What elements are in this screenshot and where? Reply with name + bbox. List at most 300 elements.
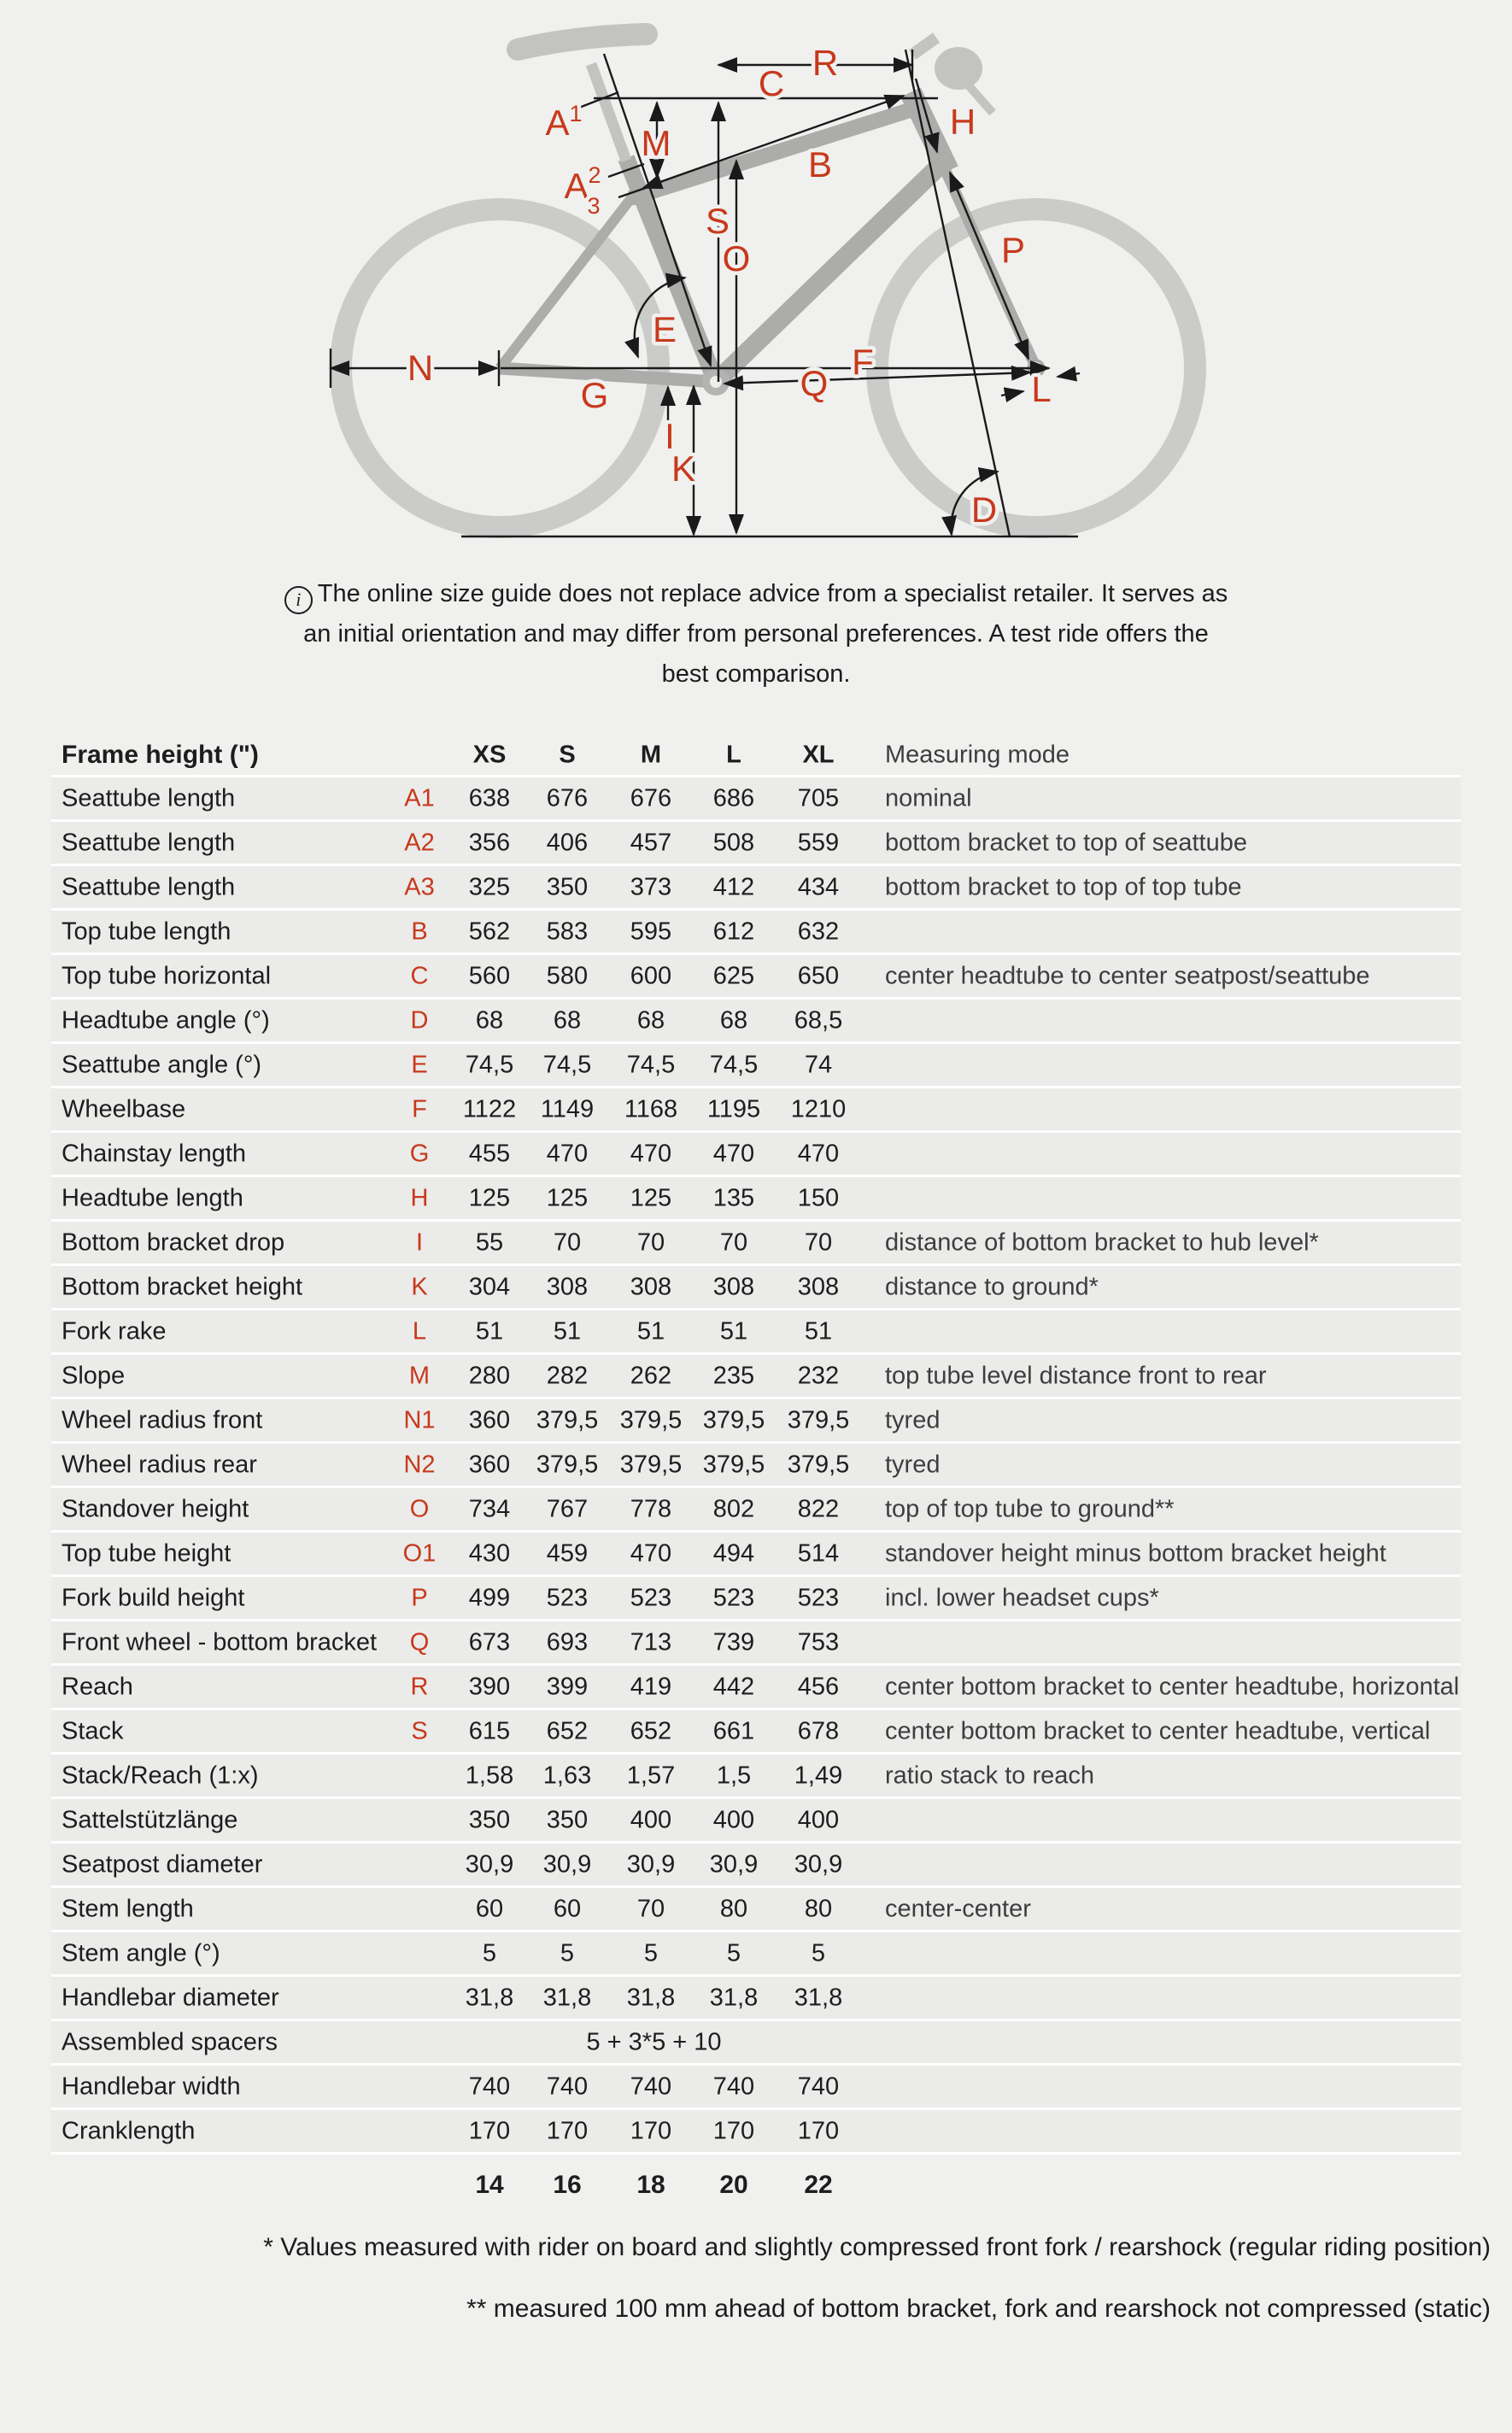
table-row <box>51 1755 1461 1799</box>
row-value: 739 <box>712 1628 755 1656</box>
row-label: Stack/Reach (1:x) <box>62 1762 259 1789</box>
table-row <box>51 1621 1461 1666</box>
row-measuring-mode: bottom bracket to top of seattube <box>885 829 1247 856</box>
table-row <box>51 1088 1461 1133</box>
row-value: 74,5 <box>542 1051 592 1078</box>
row-letter: Q <box>409 1628 430 1656</box>
row-value: 822 <box>797 1495 840 1522</box>
info-icon: i <box>284 586 313 614</box>
label-l: L <box>1031 369 1052 409</box>
row-value: 713 <box>630 1628 672 1656</box>
row-value: 308 <box>630 1273 672 1300</box>
table-header-size-l: L <box>726 741 741 768</box>
label-h: H <box>949 102 976 142</box>
row-value: 51 <box>636 1317 665 1345</box>
row-value: 235 <box>712 1362 755 1389</box>
row-value: 356 <box>468 829 511 856</box>
row-measuring-mode: center-center <box>885 1895 1031 1922</box>
row-value: 523 <box>797 1584 840 1611</box>
row-measuring-mode: nominal <box>885 784 972 812</box>
row-letter: M <box>408 1362 431 1389</box>
row-value: 280 <box>468 1362 511 1389</box>
row-value: 379,5 <box>619 1451 683 1478</box>
row-letter: C <box>410 962 429 989</box>
row-value: 30,9 <box>465 1850 514 1878</box>
row-measuring-mode: distance of bottom bracket to hub level* <box>885 1228 1319 1256</box>
row-value: 350 <box>546 1806 589 1833</box>
saddle <box>518 34 647 50</box>
inch-size-value: 20 <box>719 2171 748 2199</box>
row-value: 434 <box>797 873 840 900</box>
row-label: Headtube length <box>62 1184 243 1211</box>
row-value: 74,5 <box>465 1051 514 1078</box>
row-value: 740 <box>712 2072 755 2100</box>
table-row <box>51 1844 1461 1888</box>
table-row <box>51 1932 1461 1977</box>
row-value: 523 <box>630 1584 672 1611</box>
row-label: Sattelstützlänge <box>62 1806 238 1833</box>
row-value: 31,8 <box>709 1984 759 2011</box>
row-value: 1210 <box>790 1095 847 1123</box>
row-value: 379,5 <box>536 1406 599 1433</box>
table-row <box>51 1533 1461 1577</box>
row-value: 379,5 <box>536 1451 599 1478</box>
table-body <box>51 775 1461 2155</box>
row-value: 51 <box>804 1317 833 1345</box>
row-value: 379,5 <box>702 1451 765 1478</box>
row-measuring-mode: standover height minus bottom bracket height <box>885 1539 1386 1567</box>
row-value: 30,9 <box>626 1850 676 1878</box>
row-label: Stem angle (°) <box>62 1939 220 1967</box>
row-value: 457 <box>630 829 672 856</box>
row-letter: O <box>409 1495 430 1522</box>
row-measuring-mode: top tube level distance front to rear <box>885 1362 1267 1389</box>
footnote-double-star: ** measured 100 mm ahead of bottom bracket, fork and rearshock not compressed (static) <box>466 2295 1491 2323</box>
row-value: 802 <box>712 1495 755 1522</box>
row-value: 559 <box>797 829 840 856</box>
row-value: 80 <box>804 1895 833 1922</box>
row-value: 30,9 <box>794 1850 843 1878</box>
row-value: 360 <box>468 1451 511 1478</box>
row-value: 470 <box>797 1140 840 1167</box>
label-n: N <box>407 348 434 388</box>
table-row <box>51 1444 1461 1488</box>
row-value: 652 <box>630 1717 672 1744</box>
row-measuring-mode: center headtube to center seatpost/seattube <box>885 962 1370 989</box>
label-i: I <box>665 416 675 456</box>
row-value: 583 <box>546 918 589 945</box>
label-f: F <box>852 342 874 382</box>
table-row <box>51 1133 1461 1177</box>
row-value: 125 <box>630 1184 672 1211</box>
row-value: 68 <box>719 1006 748 1034</box>
row-value: 560 <box>468 962 511 989</box>
table-row <box>51 822 1461 866</box>
row-value: 68 <box>636 1006 665 1034</box>
row-value: 5 <box>726 1939 741 1967</box>
table-row <box>51 1977 1461 2021</box>
row-measuring-mode: tyred <box>885 1406 941 1433</box>
table-row <box>51 955 1461 1000</box>
row-label: Seattube length <box>62 829 236 856</box>
row-value: 470 <box>712 1140 755 1167</box>
row-value: 442 <box>712 1673 755 1700</box>
geometry-table <box>51 735 1461 2209</box>
row-label: Top tube length <box>62 918 231 945</box>
row-label: Assembled spacers <box>62 2028 278 2055</box>
row-value: 638 <box>468 784 511 812</box>
row-value: 68 <box>553 1006 582 1034</box>
row-letter: S <box>411 1717 428 1744</box>
row-letter: A3 <box>404 873 435 900</box>
row-value: 612 <box>712 918 755 945</box>
label-e: E <box>652 309 677 349</box>
row-value: 686 <box>712 784 755 812</box>
row-value: 325 <box>468 873 511 900</box>
row-measuring-mode: center bottom bracket to center headtube, vertical <box>885 1717 1431 1744</box>
table-header-label: Frame height (") <box>62 740 259 769</box>
row-value: 400 <box>630 1806 672 1833</box>
row-letter: A2 <box>404 829 435 856</box>
row-value: 430 <box>468 1539 511 1567</box>
inch-size-value: 22 <box>804 2171 833 2199</box>
table-row <box>51 911 1461 955</box>
row-letter: N1 <box>403 1406 436 1433</box>
table-row <box>51 1399 1461 1444</box>
row-value: 125 <box>546 1184 589 1211</box>
row-value: 632 <box>797 918 840 945</box>
table-row <box>51 1222 1461 1266</box>
table-row <box>51 1710 1461 1755</box>
row-value: 470 <box>546 1140 589 1167</box>
row-value: 508 <box>712 829 755 856</box>
row-value: 308 <box>797 1273 840 1300</box>
label-a2-a3: $A^2$ 3 <box>564 162 601 219</box>
label-r: R <box>812 43 839 83</box>
row-value: 170 <box>712 2117 755 2144</box>
row-value: 68,5 <box>794 1006 843 1034</box>
bike-geometry-diagram <box>0 0 1512 560</box>
row-letter: P <box>411 1584 428 1611</box>
row-value: 615 <box>468 1717 511 1744</box>
row-value: 170 <box>797 2117 840 2144</box>
row-value: 70 <box>636 1895 665 1922</box>
table-row <box>51 1355 1461 1399</box>
label-m: M <box>641 123 671 163</box>
table-header-size-m: M <box>640 741 662 768</box>
row-value: 740 <box>468 2072 511 2100</box>
dim-l-arrow-right <box>1058 373 1080 377</box>
row-value: 1,63 <box>542 1762 592 1789</box>
table-header-mode: Measuring mode <box>885 741 1070 768</box>
row-value: 30,9 <box>542 1850 592 1878</box>
row-value: 51 <box>553 1317 582 1345</box>
row-letter: F <box>412 1095 427 1123</box>
row-value: 125 <box>468 1184 511 1211</box>
row-label: Stem length <box>62 1895 194 1922</box>
row-value: 673 <box>468 1628 511 1656</box>
row-value: 60 <box>475 1895 504 1922</box>
row-value: 308 <box>712 1273 755 1300</box>
row-value: 360 <box>468 1406 511 1433</box>
row-value: 170 <box>468 2117 511 2144</box>
row-label: Wheel radius front <box>62 1406 263 1433</box>
row-label: Seattube angle (°) <box>62 1051 262 1078</box>
row-label: Wheel radius rear <box>62 1451 257 1478</box>
label-o: O <box>722 238 751 278</box>
table-row <box>51 2021 1461 2066</box>
row-value: 31,8 <box>626 1984 676 2011</box>
row-value: 5 <box>643 1939 659 1967</box>
row-measuring-mode: top of top tube to ground** <box>885 1495 1175 1522</box>
footnote-single-star: * Values measured with rider on board and slightly compressed front fork / rearshock (regular riding position) <box>263 2233 1491 2261</box>
row-value: 740 <box>797 2072 840 2100</box>
row-label: Front wheel - bottom bracket <box>62 1628 378 1656</box>
row-value: 595 <box>630 918 672 945</box>
row-letter: O1 <box>402 1539 437 1567</box>
table-header-size-xs: XS <box>472 741 507 768</box>
label-d: D <box>970 490 998 530</box>
row-value: 373 <box>630 873 672 900</box>
table-row <box>51 1177 1461 1222</box>
row-label: Fork rake <box>62 1317 167 1345</box>
row-value: 1,5 <box>716 1762 752 1789</box>
row-letter: L <box>412 1317 427 1345</box>
row-value: 55 <box>475 1228 504 1256</box>
table-row <box>51 1488 1461 1533</box>
row-value: 514 <box>797 1539 840 1567</box>
inch-size-value: 16 <box>553 2171 582 2199</box>
row-value: 661 <box>712 1717 755 1744</box>
row-value: 5 <box>482 1939 497 1967</box>
table-row <box>51 2110 1461 2155</box>
row-value: 135 <box>712 1184 755 1211</box>
row-value: 170 <box>630 2117 672 2144</box>
row-label: Reach <box>62 1673 133 1700</box>
row-value: 676 <box>546 784 589 812</box>
label-s: S <box>705 201 730 241</box>
table-row <box>51 866 1461 911</box>
row-value: 70 <box>553 1228 582 1256</box>
row-value: 499 <box>468 1584 511 1611</box>
row-measuring-mode: bottom bracket to top of top tube <box>885 873 1242 900</box>
table-row <box>51 1666 1461 1710</box>
row-value: 470 <box>630 1140 672 1167</box>
row-value: 778 <box>630 1495 672 1522</box>
row-value: 562 <box>468 918 511 945</box>
table-row <box>51 1000 1461 1044</box>
row-label: Chainstay length <box>62 1140 247 1167</box>
row-value: 676 <box>630 784 672 812</box>
row-value: 60 <box>553 1895 582 1922</box>
row-value: 399 <box>546 1673 589 1700</box>
row-value: 31,8 <box>542 1984 592 2011</box>
row-value: 1,49 <box>794 1762 843 1789</box>
row-label: Wheelbase <box>62 1095 186 1123</box>
row-value: 232 <box>797 1362 840 1389</box>
row-value: 652 <box>546 1717 589 1744</box>
row-letter: R <box>410 1673 429 1700</box>
row-letter: B <box>411 918 428 945</box>
row-measuring-mode: distance to ground* <box>885 1273 1099 1300</box>
table-row <box>51 775 1461 822</box>
table-row <box>51 1310 1461 1355</box>
label-g: G <box>580 375 609 415</box>
row-value: 379,5 <box>787 1451 850 1478</box>
label-k: K <box>671 448 696 489</box>
table-row <box>51 1266 1461 1310</box>
row-value: 740 <box>546 2072 589 2100</box>
row-value: 379,5 <box>619 1406 683 1433</box>
bottom-bracket-center <box>710 376 722 388</box>
label-a1: $A^1$ <box>545 101 583 143</box>
row-value: 70 <box>719 1228 748 1256</box>
row-value: 51 <box>719 1317 748 1345</box>
row-measuring-mode: center bottom bracket to center headtube, horizontal <box>885 1673 1460 1700</box>
table-row <box>51 2066 1461 2110</box>
row-value: 304 <box>468 1273 511 1300</box>
table-row <box>51 1577 1461 1621</box>
dim-b-line <box>643 96 904 188</box>
row-letter: N2 <box>403 1451 436 1478</box>
row-value: 282 <box>546 1362 589 1389</box>
row-value: 74 <box>804 1051 833 1078</box>
row-value: 1195 <box>706 1095 761 1123</box>
handlebar-grip <box>935 47 982 90</box>
row-label: Cranklength <box>62 2117 196 2144</box>
row-value: 625 <box>712 962 755 989</box>
row-value: 600 <box>630 962 672 989</box>
row-label: Seattube length <box>62 873 236 900</box>
info-note <box>282 574 1230 695</box>
row-value: 734 <box>468 1495 511 1522</box>
row-label: Bottom bracket drop <box>62 1228 285 1256</box>
table-header-row <box>51 735 1461 775</box>
stem <box>912 38 936 55</box>
table-row <box>51 1044 1461 1088</box>
row-value: 455 <box>468 1140 511 1167</box>
inch-sizes-row <box>51 2155 1461 2209</box>
seatpost <box>591 64 626 161</box>
row-label: Headtube angle (°) <box>62 1006 270 1034</box>
label-p: P <box>1000 230 1026 270</box>
table-row <box>51 1888 1461 1932</box>
row-value: 412 <box>712 873 755 900</box>
row-letter: H <box>410 1184 429 1211</box>
row-value: 70 <box>804 1228 833 1256</box>
row-value: 494 <box>712 1539 755 1567</box>
label-q: Q <box>800 363 829 403</box>
table-row <box>51 1799 1461 1844</box>
row-value: 1168 <box>624 1095 678 1123</box>
row-label: Stack <box>62 1717 124 1744</box>
bike-geometry-svg <box>0 0 1512 560</box>
row-label: Top tube height <box>62 1539 231 1567</box>
row-value: 1,58 <box>465 1762 514 1789</box>
row-label: Fork build height <box>62 1584 245 1611</box>
row-value: 400 <box>712 1806 755 1833</box>
row-span-value: 5 + 3*5 + 10 <box>586 2028 722 2055</box>
row-letter: I <box>415 1228 424 1256</box>
row-measuring-mode: incl. lower headset cups* <box>885 1584 1159 1611</box>
row-value: 693 <box>546 1628 589 1656</box>
row-label: Bottom bracket height <box>62 1273 303 1300</box>
info-note-text: The online size guide does not replace advice from a specialist retailer. It serves as an initial orientation and may differ from personal preferences. A test ride offers the best comparison. <box>303 580 1228 688</box>
row-value: 705 <box>797 784 840 812</box>
row-value: 456 <box>797 1673 840 1700</box>
row-value: 379,5 <box>702 1406 765 1433</box>
dim-l-arrow-left <box>1001 391 1023 396</box>
row-value: 350 <box>546 873 589 900</box>
row-value: 350 <box>468 1806 511 1833</box>
row-value: 523 <box>546 1584 589 1611</box>
row-value: 51 <box>475 1317 504 1345</box>
row-label: Top tube horizontal <box>62 962 272 989</box>
row-letter: E <box>411 1051 428 1078</box>
row-value: 31,8 <box>794 1984 843 2011</box>
row-label: Slope <box>62 1362 126 1389</box>
row-value: 1149 <box>540 1095 595 1123</box>
table-header-size-s: S <box>559 741 576 768</box>
row-value: 70 <box>636 1228 665 1256</box>
label-c: C <box>758 63 785 103</box>
row-letter: D <box>410 1006 429 1034</box>
row-value: 470 <box>630 1539 672 1567</box>
inch-size-value: 14 <box>475 2171 504 2199</box>
row-value: 74,5 <box>626 1051 676 1078</box>
row-value: 31,8 <box>465 1984 514 2011</box>
row-value: 1122 <box>462 1095 517 1123</box>
row-value: 1,57 <box>626 1762 676 1789</box>
row-value: 5 <box>811 1939 826 1967</box>
row-value: 459 <box>546 1539 589 1567</box>
row-value: 390 <box>468 1673 511 1700</box>
row-value: 170 <box>546 2117 589 2144</box>
row-value: 753 <box>797 1628 840 1656</box>
row-value: 80 <box>719 1895 748 1922</box>
row-value: 419 <box>630 1673 672 1700</box>
row-value: 74,5 <box>709 1051 759 1078</box>
row-value: 580 <box>546 962 589 989</box>
label-b: B <box>807 144 833 185</box>
row-value: 262 <box>630 1362 672 1389</box>
row-measuring-mode: ratio stack to reach <box>885 1762 1094 1789</box>
row-value: 767 <box>546 1495 589 1522</box>
table-header-size-xl: XL <box>802 741 835 768</box>
row-label: Seatpost diameter <box>62 1850 263 1878</box>
row-value: 150 <box>797 1184 840 1211</box>
row-value: 678 <box>797 1717 840 1744</box>
row-value: 650 <box>797 962 840 989</box>
row-value: 523 <box>712 1584 755 1611</box>
row-letter: G <box>409 1140 430 1167</box>
row-value: 30,9 <box>709 1850 759 1878</box>
row-value: 68 <box>475 1006 504 1034</box>
row-value: 308 <box>546 1273 589 1300</box>
row-value: 5 <box>560 1939 575 1967</box>
row-value: 379,5 <box>787 1406 850 1433</box>
row-value: 406 <box>546 829 589 856</box>
top-tube <box>630 109 912 198</box>
row-label: Handlebar diameter <box>62 1984 279 2011</box>
inch-size-value: 18 <box>636 2171 665 2199</box>
row-letter: K <box>411 1273 428 1300</box>
row-measuring-mode: tyred <box>885 1451 941 1478</box>
row-label: Handlebar width <box>62 2072 241 2100</box>
row-value: 400 <box>797 1806 840 1833</box>
row-letter: A1 <box>404 784 435 812</box>
row-label: Seattube length <box>62 784 236 812</box>
